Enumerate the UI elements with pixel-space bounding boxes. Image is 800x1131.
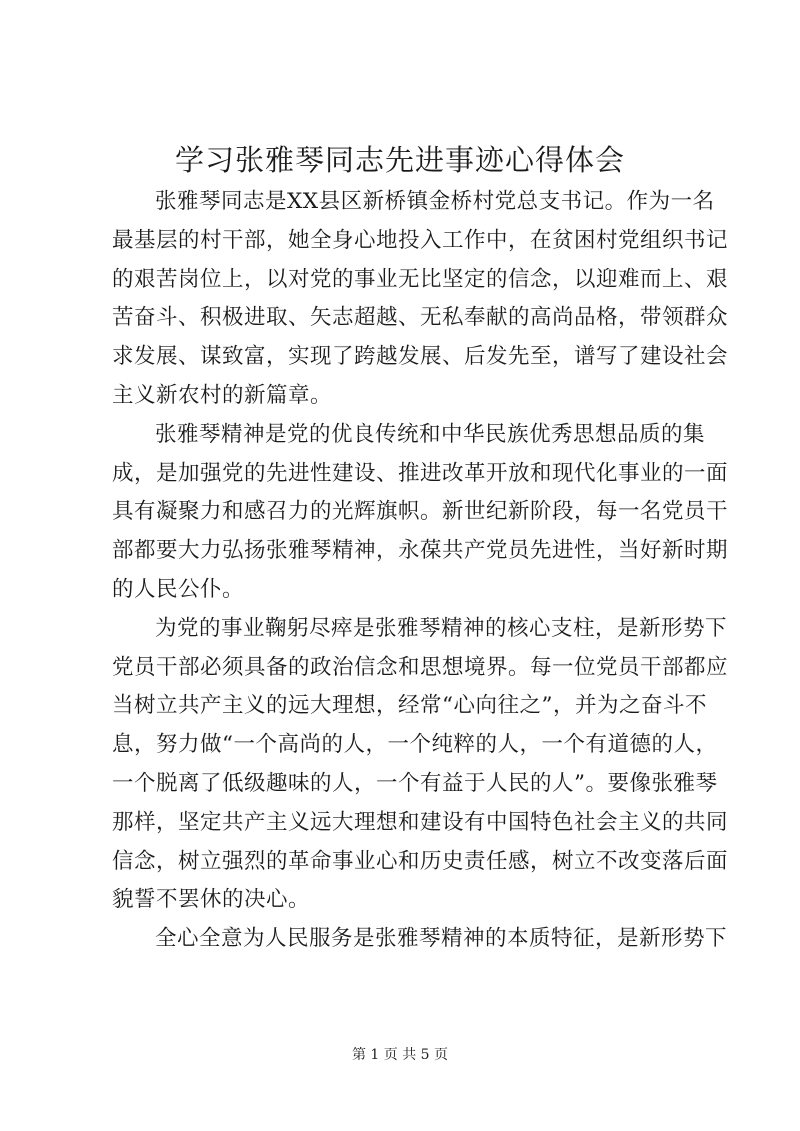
document-title: 学习张雅琴同志先进事迹心得体会 — [174, 143, 625, 177]
paragraph-2 — [112, 416, 729, 610]
text-line: 全心全意为人民服务是张雅琴精神的本质特征，是新形势下 — [155, 926, 728, 952]
text-line: 求发展、谋致富，实现了跨越发展、后发先至，谱写了建设社会 — [112, 344, 729, 370]
document-body — [112, 183, 729, 959]
text-line: 信念，树立强烈的革命事业心和历史责任感，树立不改变落后面 — [112, 848, 729, 874]
text-line: 的人民公仆。 — [112, 576, 245, 602]
text-line: 的艰苦岗位上，以对党的事业无比坚定的信念，以迎难而上、艰 — [112, 266, 729, 292]
text-line: 一个脱离了低级趣味的人，一个有益于人民的人”。要像张雅琴 — [112, 770, 718, 796]
page-number-footer: 第 1 页 共 5 页 — [351, 1047, 449, 1063]
text-line: 党员干部必须具备的政治信念和思想境界。每一位党员干部都应 — [112, 654, 729, 680]
text-line: 张雅琴同志是XX县区新桥镇金桥村党总支书记。作为一名 — [155, 189, 715, 214]
text-line: 息，努力做“一个高尚的人，一个纯粹的人，一个有道德的人， — [112, 732, 718, 758]
text-line: 主义新农村的新篇章。 — [112, 382, 333, 408]
paragraph-3 — [112, 610, 729, 920]
text-line: 貌誓不罢休的决心。 — [112, 887, 311, 913]
paragraph-4 — [112, 920, 728, 959]
text-line: 当树立共产主义的远大理想，经常“心向往之”，并为之奋斗不 — [112, 693, 707, 719]
text-line: 苦奋斗、积极进取、矢志超越、无私奉献的高尚品格，带领群众 — [112, 305, 729, 331]
text-line: 最基层的村干部，她全身心地投入工作中，在贫困村党组织书记 — [112, 227, 729, 253]
text-line: 那样，坚定共产主义远大理想和建设有中国特色社会主义的共同 — [112, 809, 729, 835]
text-line: 具有凝聚力和感召力的光辉旗帜。新世纪新阶段，每一名党员干 — [112, 499, 729, 525]
text-line: 为党的事业鞠躬尽瘁是张雅琴精神的核心支柱，是新形势下 — [155, 615, 728, 641]
text-line: 张雅琴精神是党的优良传统和中华民族优秀思想品质的集 — [155, 421, 706, 447]
text-line: 部都要大力弘扬张雅琴精神，永葆共产党员先进性，当好新时期 — [112, 538, 729, 564]
text-line: 成，是加强党的先进性建设、推进改革开放和现代化事业的一面 — [112, 460, 729, 486]
paragraph-1 — [112, 183, 729, 416]
